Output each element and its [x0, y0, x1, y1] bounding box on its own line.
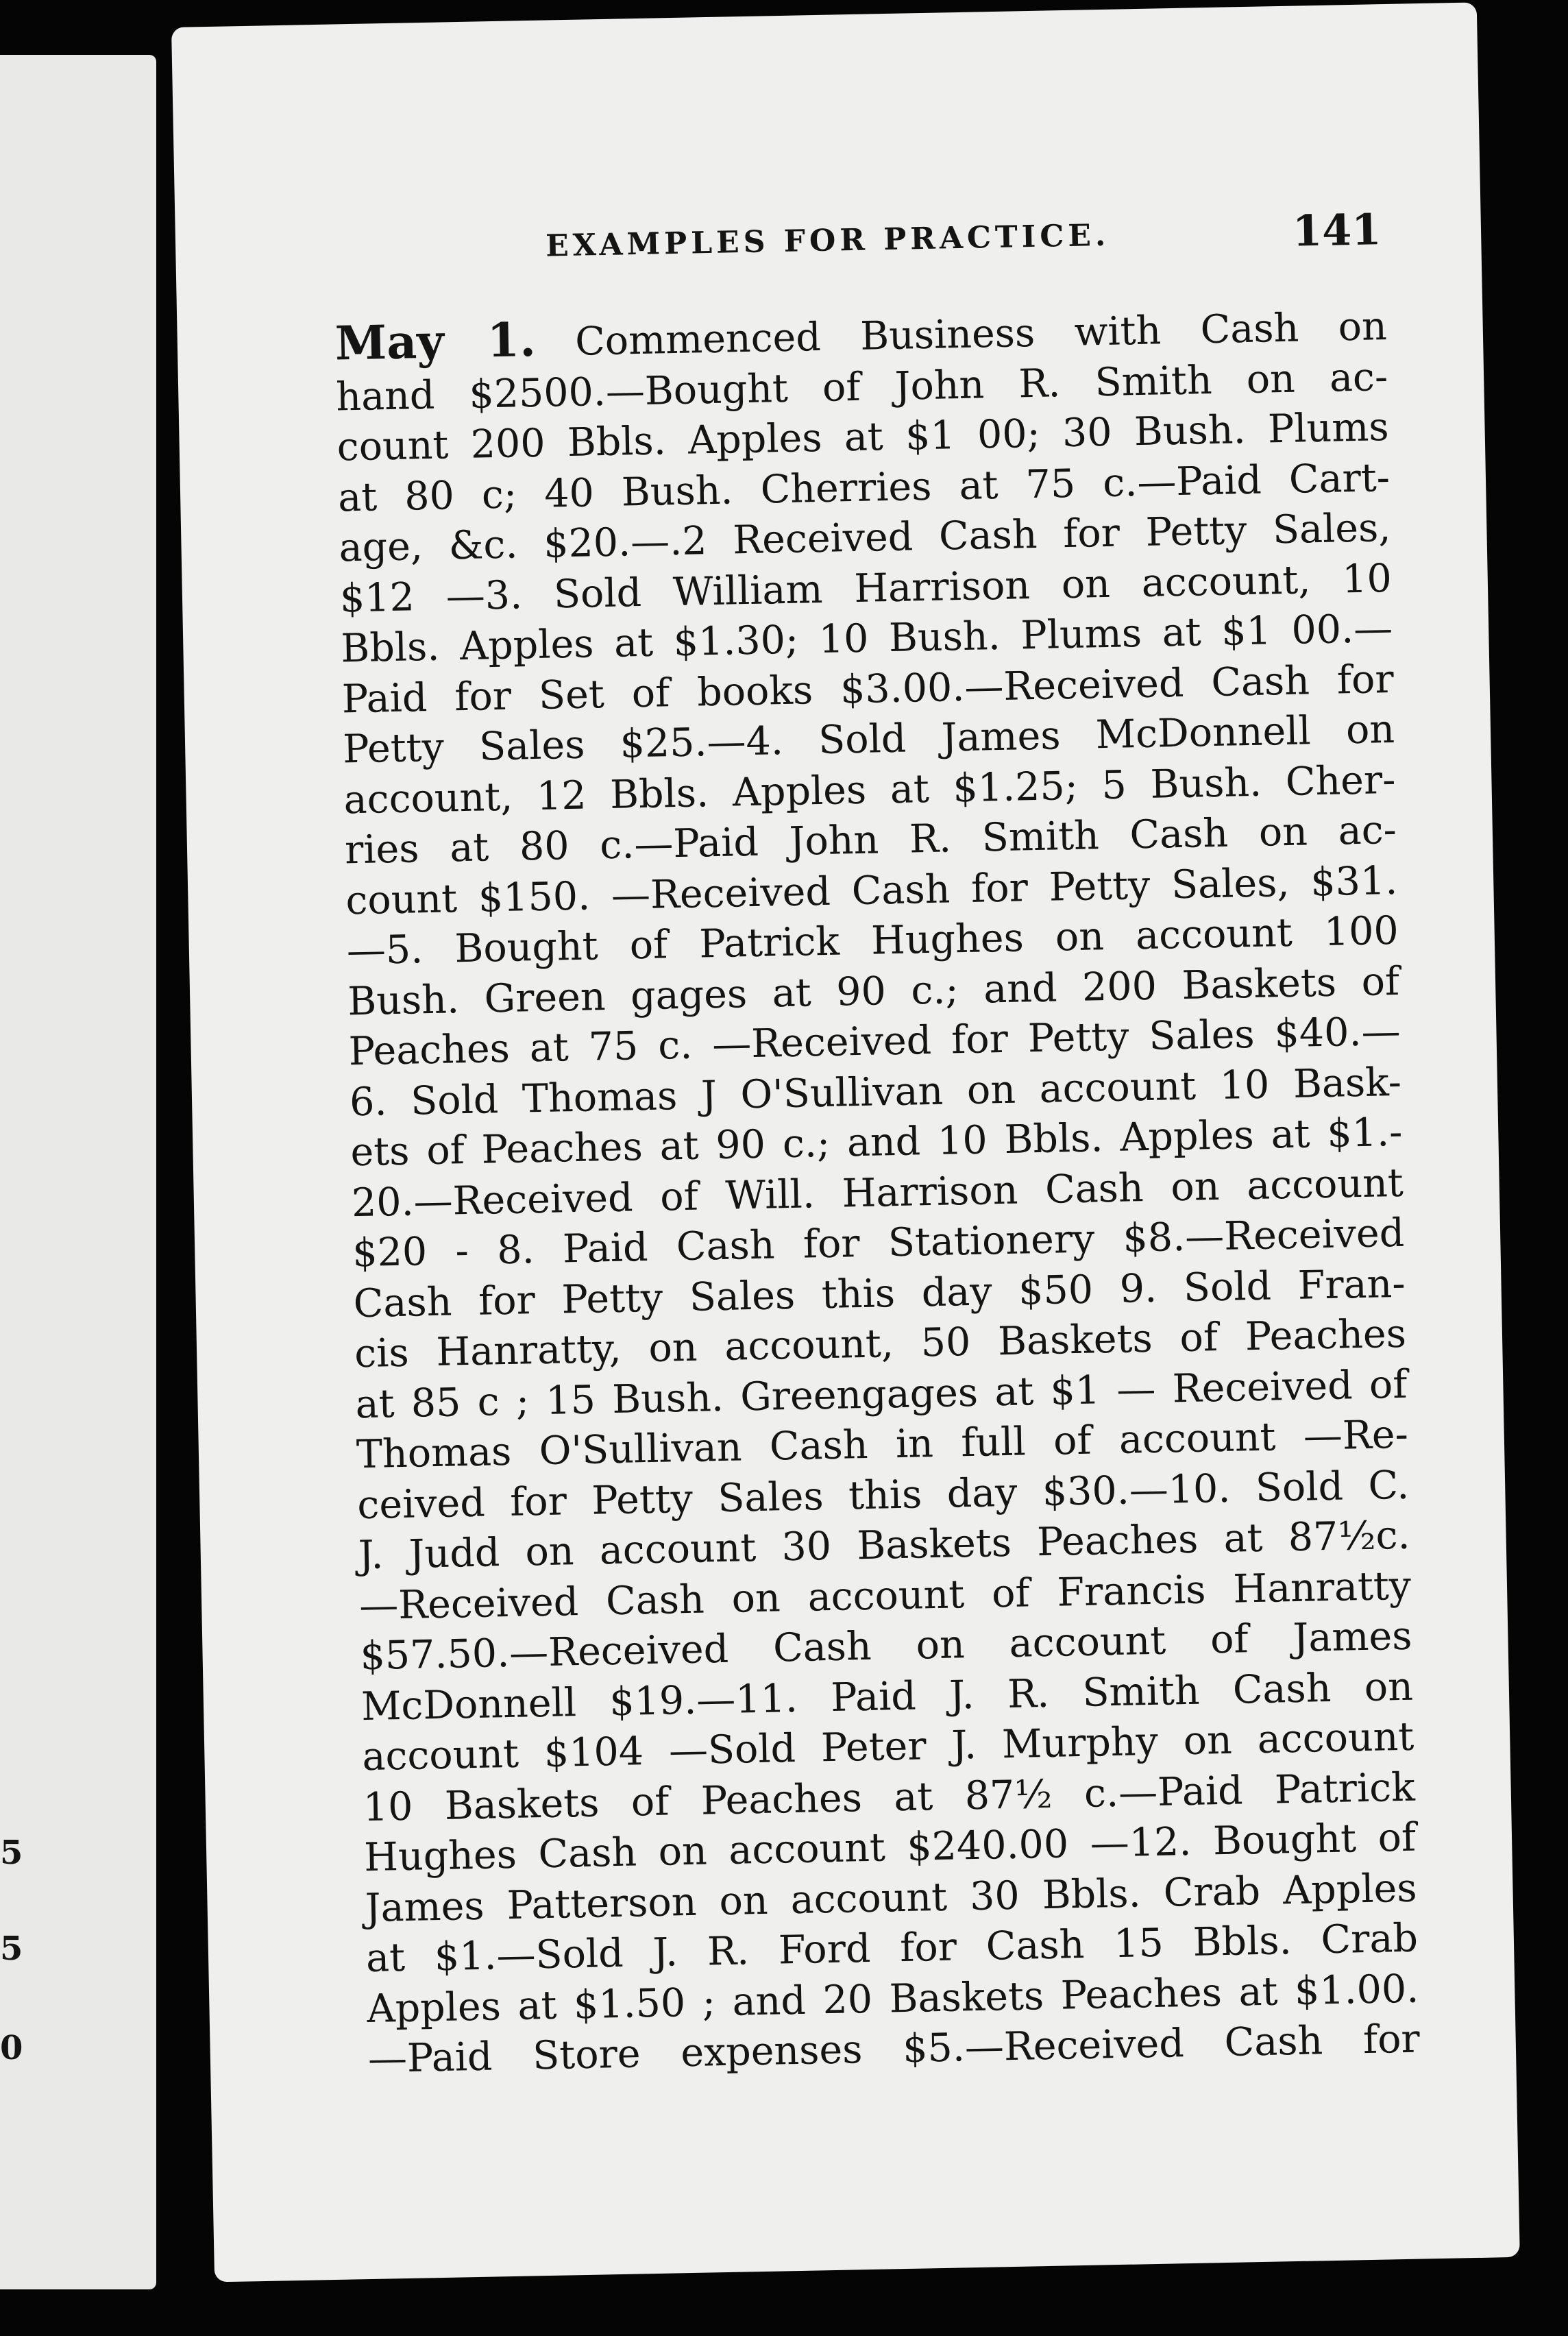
- left-page-edge: [0, 55, 156, 2289]
- text-line: ceived for Petty Sales this day $30.—10. Sold C.: [356, 1462, 1410, 1528]
- text-line: $57.50.—Received Cash on account of James: [360, 1613, 1413, 1679]
- text-line: count 200 Bbls. Apples at $1 00; 30 Bush. Plums: [336, 404, 1390, 470]
- text-line: McDonnell $19.—11. Paid J. R. Smith Cash on: [360, 1664, 1414, 1729]
- text-line: Peaches at 75 c. —Received for Petty Sales $40.—: [348, 1008, 1401, 1075]
- book-page: [171, 2, 1520, 2282]
- text-line: Bush. Green gages at 90 c.; and 200 Baskets of: [347, 958, 1400, 1024]
- text-line: at $1.—Sold J. R. Ford for Cash 15 Bbls. Crab: [365, 1915, 1419, 1982]
- text-line: James Patterson on account 30 Bbls. Crab Apples: [365, 1865, 1418, 1931]
- page-body: [334, 299, 1420, 2084]
- text-line: Hughes Cash on account $240.00 —12. Bought of: [363, 1814, 1417, 1881]
- text-line: age, &c. $20.—.2 Received Cash for Petty Sales,: [338, 504, 1391, 571]
- text-line: $20 - 8. Paid Cash for Stationery $8.—Received: [352, 1210, 1405, 1276]
- text-line: Petty Sales $25.—4. Sold James McDonnell on: [342, 706, 1395, 772]
- text-line: hand $2500.—Bought of John R. Smith on ac-: [335, 354, 1388, 419]
- text-line: 20.—Received of Will. Harrison Cash on account: [351, 1160, 1404, 1226]
- page-header: [175, 202, 1482, 289]
- left-page-mark: 5: [0, 1930, 23, 1968]
- text-line: at 85 c ; 15 Bush. Greengages at $1 — Received of: [354, 1361, 1408, 1427]
- running-title: EXAMPLES FOR PRACTICE.: [545, 217, 1110, 264]
- text-line: J. Judd on account 30 Baskets Peaches at 87½c.: [358, 1512, 1411, 1579]
- text-line: account, 12 Bbls. Apples at $1.25; 5 Bush. Cher-: [343, 757, 1397, 823]
- left-page-mark: 0: [0, 2029, 23, 2067]
- text-line-content: Commenced Business with Cash on: [535, 304, 1388, 365]
- text-line: 10 Baskets of Peaches at 87½ c.—Paid Patrick: [363, 1764, 1416, 1830]
- text-line: —Received Cash on account of Francis Hanratty: [358, 1563, 1412, 1629]
- text-line: —Paid Store expenses $5.—Received Cash for: [367, 2016, 1421, 2082]
- text-line: cis Hanratty, on account, 50 Baskets of Peaches: [354, 1311, 1407, 1377]
- page-number: 141: [1292, 204, 1382, 256]
- text-line: Paid for Set of books $3.00.—Received Cash for: [341, 656, 1395, 722]
- text-line: Thomas O'Sullivan Cash in full of account —Re-: [356, 1411, 1409, 1478]
- text-line: count $150. —Received Cash for Petty Sales, $31.: [345, 857, 1398, 923]
- text-line: ries at 80 c.—Paid John R. Smith Cash on ac-: [344, 807, 1397, 873]
- text-line: 6. Sold Thomas J O'Sullivan on account 10 Bask-: [349, 1059, 1402, 1125]
- text-line: at 80 c; 40 Bush. Cherries at 75 c.—Paid Cart-: [337, 454, 1391, 520]
- left-page-mark: 5: [0, 1834, 23, 1872]
- text-line: ets of Peaches at 90 c.; and 10 Bbls. Apples at $1.-: [350, 1109, 1403, 1176]
- text-line: Cash for Petty Sales this day $50 9. Sold Fran-: [353, 1261, 1406, 1326]
- text-line: Bbls. Apples at $1.30; 10 Bush. Plums at $1 00.—: [340, 605, 1393, 672]
- text-line: $12 —3. Sold William Harrison on account, 10: [339, 555, 1393, 621]
- text-line: —5. Bought of Patrick Hughes on account 100: [346, 908, 1399, 974]
- lead-date: May 1.: [334, 312, 537, 372]
- text-line: account $104 —Sold Peter J. Murphy on account: [361, 1714, 1414, 1780]
- text-line: Apples at $1.50 ; and 20 Baskets Peaches at $1.00.: [366, 1966, 1419, 2032]
